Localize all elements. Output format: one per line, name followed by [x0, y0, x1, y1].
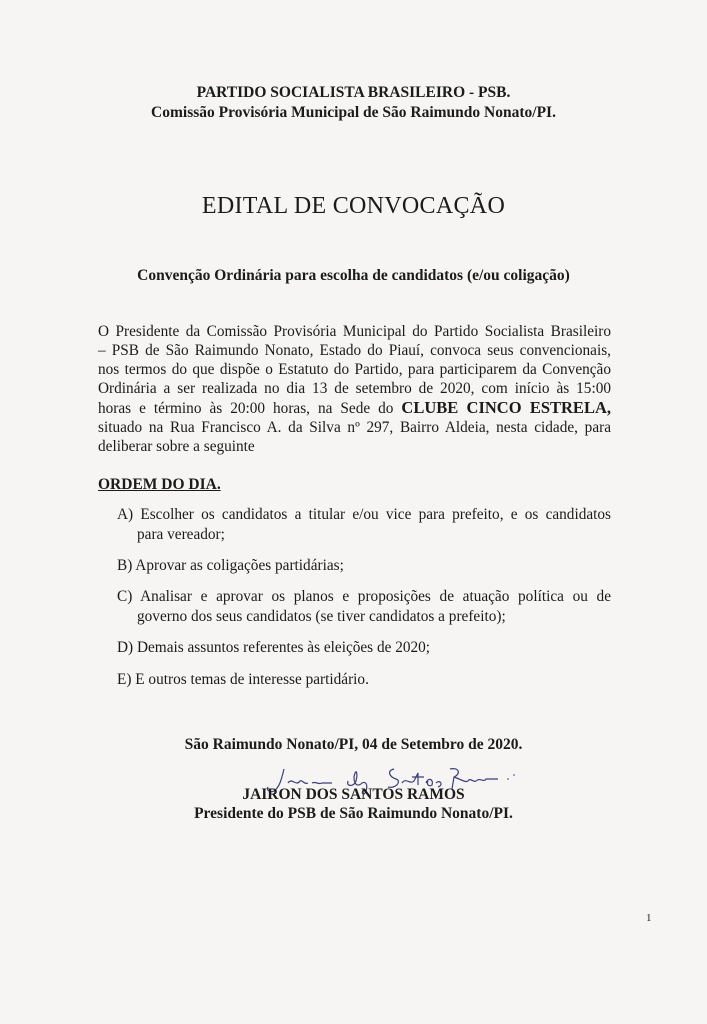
agenda-item-line: D) Demais assuntos referentes às eleições de 2020;	[117, 639, 431, 656]
agenda-item-line: A) Escolher os candidatos a titular e/ou vice para prefeito, e os candidatos	[117, 506, 611, 523]
paragraph-line: Ordinária a ser realizada no dia 13 de setembro de 2020, com início às 15:00	[98, 380, 611, 397]
document-title: EDITAL DE CONVOCAÇÃO	[201, 193, 506, 219]
paragraph-line: O Presidente da Comissão Provisória Municipal do Partido Socialista Brasileiro	[98, 323, 611, 340]
paragraph-line: – PSB de São Raimundo Nonato, Estado do Piauí, convoca seus convencionais,	[98, 342, 611, 359]
venue-name: CLUBE CINCO ESTRELA,	[401, 398, 611, 417]
agenda-item-line: E) E outros temas de interesse partidário.	[117, 671, 369, 688]
agenda-item-b	[117, 556, 611, 576]
party-name: PARTIDO SOCIALISTA BRASILEIRO - PSB.	[196, 84, 511, 101]
agenda-item-e	[117, 670, 611, 690]
paragraph-line: nos termos do que dispõe o Estatuto do Partido, para participarem da Convenção	[98, 361, 611, 378]
signatory-name: JAIRON DOS SANTOS RAMOS	[242, 786, 465, 803]
agenda-item-line: governo dos seus candidatos (se tiver candidatos a prefeito);	[137, 608, 506, 625]
agenda-heading: ORDEM DO DIA.	[98, 476, 221, 493]
signatory-role: Presidente do PSB de São Raimundo Nonato/PI.	[194, 805, 513, 822]
paragraph-line	[98, 398, 611, 418]
convocation-paragraph	[98, 322, 611, 456]
agenda-item-a	[117, 505, 611, 545]
paragraph-line: deliberar sobre a seguinte	[98, 438, 255, 455]
page-number: 1	[646, 912, 652, 924]
document-subtitle: Convenção Ordinária para escolha de candidatos (e/ou coligação)	[137, 267, 570, 284]
place-and-date: São Raimundo Nonato/PI, 04 de Setembro de 2020.	[184, 736, 523, 753]
agenda-item-line: C) Analisar e aprovar os planos e proposições de atuação política ou de	[117, 588, 611, 605]
agenda-item-c	[117, 587, 611, 627]
agenda-item-line: para vereador;	[137, 526, 225, 543]
commission-name: Comissão Provisória Municipal de São Raimundo Nonato/PI.	[151, 104, 556, 121]
agenda-item-line: B) Aprovar as coligações partidárias;	[117, 557, 344, 574]
agenda-item-d	[117, 638, 611, 658]
paragraph-line: situado na Rua Francisco A. da Silva nº 297, Bairro Aldeia, nesta cidade, para	[98, 419, 611, 436]
paragraph-text: horas e término às 20:00 horas, na Sede do	[98, 400, 402, 417]
